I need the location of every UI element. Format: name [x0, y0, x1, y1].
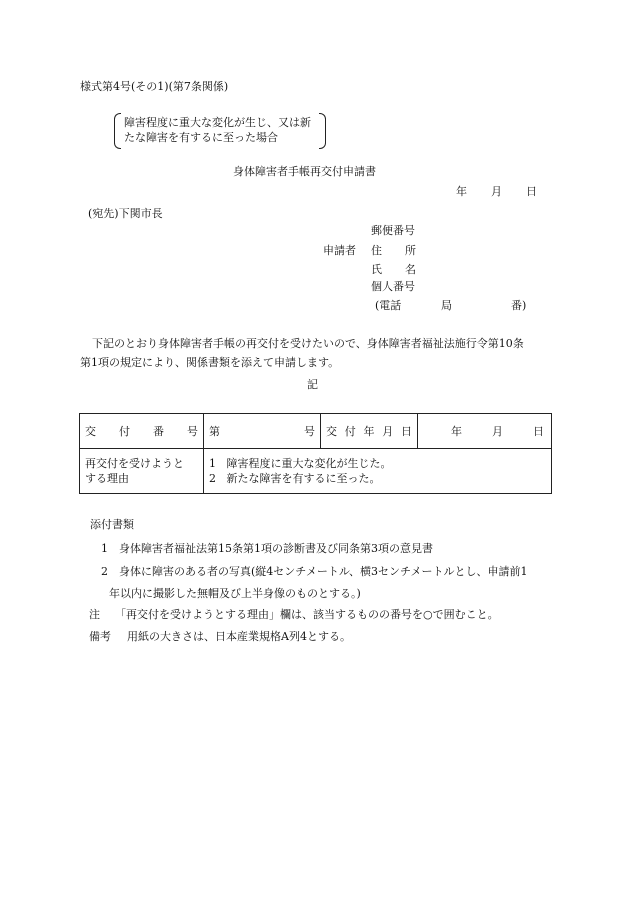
table-year-label: 年	[451, 425, 462, 438]
body-line-2: 第1項の規定により、関係書類を添えて申請します。	[80, 356, 340, 369]
reason-option-2[interactable]	[209, 471, 546, 486]
table-month-label: 月	[492, 425, 503, 438]
issue-number-header	[80, 414, 204, 449]
ki-marker: 記	[307, 378, 318, 391]
form-id: 様式第4号(その1)(第7条関係)	[80, 80, 229, 93]
attachments-heading: 添付書類	[90, 518, 134, 531]
condition-bracket	[114, 113, 326, 149]
label-char: 交	[326, 425, 337, 438]
reason-option-2-number: 2	[209, 472, 216, 485]
name-label-a: 氏	[371, 263, 382, 276]
body-line-1: 下記のとおり身体障害者手帳の再交付を受けたいので、身体障害者福祉法施行令第10条	[92, 337, 524, 350]
label-char: 年	[363, 425, 375, 438]
attachment-1-number: 1	[101, 542, 108, 555]
date-year: 年	[456, 185, 467, 198]
remark-text: 用紙の大きさは、日本産業規格A列4とする。	[127, 630, 351, 643]
phone-label-c: 番)	[511, 299, 527, 312]
issue-number-field[interactable]	[204, 414, 321, 449]
date-day: 日	[526, 185, 537, 198]
right-bracket	[319, 113, 326, 149]
go-label: 号	[304, 425, 315, 438]
addressee: (宛先)下関市長	[88, 207, 163, 220]
reason-option-2-text: 新たな障害を有するに至った。	[226, 472, 381, 485]
condition-line-1: 障害程度に重大な変化が生じ、又は新	[124, 116, 311, 129]
phone-label-a: (電話	[375, 299, 402, 312]
left-bracket	[114, 113, 121, 149]
document-title: 身体障害者手帳再交付申請書	[233, 165, 376, 178]
attachment-2-line-2: 年以内に撮影した無帽及び上半身像のものとする。)	[109, 587, 361, 600]
personal-number-label: 個人番号	[371, 280, 415, 293]
reason-option-1[interactable]	[209, 456, 546, 471]
reason-option-1-number: 1	[209, 457, 216, 470]
attachment-2-line-1: 身体に障害のある者の写真(縦4センチメートル、横3センチメートルとし、申請前1	[119, 565, 528, 578]
attachment-1-text: 身体障害者福祉法第15条第1項の診断書及び同条第3項の意見書	[119, 542, 433, 555]
reason-option-1-text: 障害程度に重大な変化が生じた。	[226, 457, 392, 470]
condition-line-2: たな障害を有するに至った場合	[124, 131, 278, 144]
date-month: 月	[491, 185, 502, 198]
label-char: 交	[85, 425, 96, 438]
remark-label: 備考	[89, 630, 111, 643]
postal-code-label: 郵便番号	[371, 224, 415, 237]
issue-date-field[interactable]	[418, 414, 552, 449]
reason-header	[80, 449, 204, 494]
table-day-label: 日	[533, 425, 544, 438]
applicant-label: 申請者	[323, 244, 356, 257]
dai-label: 第	[209, 425, 220, 438]
note-label: 注	[89, 608, 100, 621]
label-char: 付	[344, 425, 356, 438]
phone-label-b: 局	[441, 299, 452, 312]
label-char: 日	[401, 425, 412, 438]
label-char: 付	[119, 425, 130, 438]
address-label-b: 所	[405, 244, 416, 257]
issue-date-header	[321, 414, 418, 449]
reason-options	[204, 449, 552, 494]
label-char: 号	[187, 425, 198, 438]
reason-header-line-2: する理由	[85, 472, 129, 485]
note-text: 「再交付を受けようとする理由」欄は、該当するものの番号を○で囲むこと。	[115, 608, 499, 621]
attachment-2-number: 2	[101, 565, 108, 578]
label-char: 月	[382, 425, 394, 438]
application-table	[79, 413, 552, 494]
name-label-b: 名	[405, 263, 416, 276]
address-label-a: 住	[371, 244, 382, 257]
label-char: 番	[153, 425, 164, 438]
reason-header-line-1: 再交付を受けようと	[85, 457, 184, 470]
